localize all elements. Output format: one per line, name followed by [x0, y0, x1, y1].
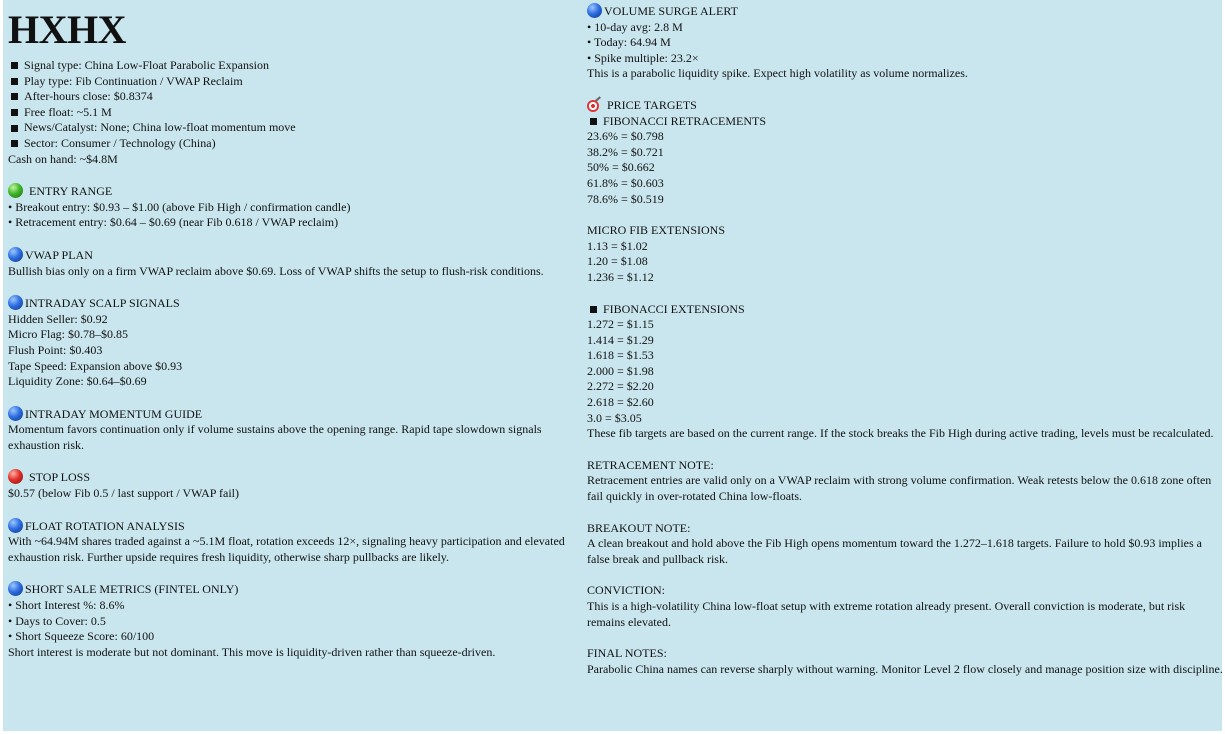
retracement-note-text: Retracement entries are valid only on a VWAP reclaim with strong volume confirmation. Weak retests below the 0.618 zone often fail quickly in over-rotated China low-floats. [587, 473, 1212, 504]
days-to-cover: • Days to Cover: 0.5 [8, 613, 106, 628]
blue-circle-icon [8, 406, 23, 421]
bullet-square-icon [11, 109, 18, 116]
scalp-micro-flag: Micro Flag: $0.78–$0.85 [8, 327, 128, 342]
summary-free-float: Free float: ~5.1 M [8, 105, 578, 121]
blue-circle-icon [8, 295, 23, 310]
volume-10day-avg: • 10-day avg: 2.8 M [587, 19, 683, 34]
bullet-square-icon [590, 306, 597, 313]
extension-level: 1.618 = $1.53 [587, 348, 654, 363]
scalp-flush-point: Flush Point: $0.403 [8, 342, 103, 357]
bullet-square-icon [590, 118, 597, 125]
volume-surge-text: This is a parabolic liquidity spike. Expect high volatility as volume normalizes. [587, 66, 968, 81]
scalp-hidden-seller: Hidden Seller: $0.92 [8, 311, 108, 326]
short-interest: • Short Interest %: 8.6% [8, 598, 125, 613]
volume-today: • Today: 64.94 M [587, 35, 671, 50]
vwap-plan-text: Bullish bias only on a firm VWAP reclaim above $0.69. Loss of VWAP shifts the setup to flush-risk conditions. [8, 263, 544, 278]
blue-circle-icon [587, 3, 602, 18]
report-panel [3, 0, 1222, 731]
scalp-signals-heading: INTRADAY SCALP SIGNALS [8, 295, 578, 312]
vwap-plan-heading: VWAP PLAN [8, 247, 578, 264]
price-targets-heading: PRICE TARGETS [587, 98, 1223, 114]
extension-level: 2.272 = $2.20 [587, 379, 654, 394]
momentum-guide-text: Momentum favors continuation only if volume sustains above the opening range. Rapid tape slowdown signals exhaustion risk. [8, 422, 542, 452]
summary-play-type: Play type: Fib Continuation / VWAP Reclaim [8, 74, 578, 90]
fib-targets-note: These fib targets are based on the current range. If the stock breaks the Fib High during active trading, levels must be recalculated. [587, 426, 1214, 441]
blue-circle-icon [8, 581, 23, 596]
breakout-note-heading: BREAKOUT NOTE: [587, 520, 691, 535]
blue-circle-icon [8, 247, 23, 262]
left-column [8, 0, 578, 660]
short-sale-heading: SHORT SALE METRICS (FINTEL ONLY) [8, 581, 578, 598]
summary-sector: Sector: Consumer / Technology (China) [8, 136, 578, 152]
bullseye-icon [587, 98, 601, 112]
final-notes-text: Parabolic China names can reverse sharply without warning. Monitor Level 2 flow closely and manage position size with discipline. [587, 661, 1223, 676]
stop-loss-heading: STOP LOSS [8, 469, 578, 486]
extension-level: 2.618 = $2.60 [587, 395, 654, 410]
extension-level: 3.0 = $3.05 [587, 410, 642, 425]
bullet-square-icon [11, 140, 18, 147]
right-column [587, 0, 1223, 677]
micro-extension-level: 1.13 = $1.02 [587, 238, 648, 253]
extension-level: 1.272 = $1.15 [587, 317, 654, 332]
retracement-note-heading: RETRACEMENT NOTE: [587, 457, 714, 472]
conviction-heading: CONVICTION: [587, 583, 665, 598]
scalp-liquidity-zone: Liquidity Zone: $0.64–$0.69 [8, 374, 147, 389]
retracement-level: 50% = $0.662 [587, 160, 655, 175]
volume-spike-multiple: • Spike multiple: 23.2× [587, 50, 699, 65]
retracement-level: 61.8% = $0.603 [587, 175, 664, 190]
breakout-note-text: A clean breakout and hold above the Fib High opens momentum toward the 1.272–1.618 targets. Failure to hold $0.93 implies a false break and pullback risk. [587, 536, 1203, 566]
retracement-level: 38.2% = $0.721 [587, 144, 664, 159]
retracement-level: 78.6% = $0.519 [587, 191, 664, 206]
stop-loss-text: $0.57 (below Fib 0.5 / last support / VWAP fail) [8, 486, 239, 501]
final-notes-heading: FINAL NOTES: [587, 646, 667, 661]
fib-extensions-heading: FIBONACCI EXTENSIONS [587, 302, 1223, 318]
bullet-square-icon [11, 78, 18, 85]
summary-after-hours-close: After-hours close: $0.8374 [8, 89, 578, 105]
retracement-level: 23.6% = $0.798 [587, 129, 664, 144]
micro-extension-level: 1.236 = $1.12 [587, 269, 654, 284]
entry-retracement: • Retracement entry: $0.64 – $0.69 (near Fib 0.618 / VWAP reclaim) [8, 215, 339, 230]
blue-circle-icon [8, 518, 23, 533]
fib-retracements-heading: FIBONACCI RETRACEMENTS [587, 114, 1223, 130]
cash-on-hand: Cash on hand: ~$4.8M [8, 151, 118, 166]
micro-extension-level: 1.20 = $1.08 [587, 254, 648, 269]
micro-fib-heading: MICRO FIB EXTENSIONS [587, 223, 726, 238]
entry-breakout: • Breakout entry: $0.93 – $1.00 (above Fib High / confirmation candle) [8, 199, 351, 214]
red-circle-icon [8, 469, 23, 484]
short-sale-text: Short interest is moderate but not dominant. This move is liquidity-driven rather than squeeze-driven. [8, 644, 496, 659]
extension-level: 1.414 = $1.29 [587, 332, 654, 347]
short-squeeze-score: • Short Squeeze Score: 60/100 [8, 629, 155, 644]
extension-level: 2.000 = $1.98 [587, 363, 654, 378]
volume-surge-heading: VOLUME SURGE ALERT [587, 3, 1223, 20]
green-circle-icon [8, 183, 23, 198]
summary-signal-type: Signal type: China Low-Float Parabolic Expansion [8, 58, 578, 74]
ticker-title: HXHX [8, 7, 126, 52]
bullet-square-icon [11, 62, 18, 69]
entry-range-heading: ENTRY RANGE [8, 183, 578, 200]
float-rotation-heading: FLOAT ROTATION ANALYSIS [8, 518, 578, 535]
scalp-tape-speed: Tape Speed: Expansion above $0.93 [8, 358, 183, 373]
momentum-guide-heading: INTRADAY MOMENTUM GUIDE [8, 406, 578, 423]
summary-news-catalyst: News/Catalyst: None; China low-float momentum move [8, 120, 578, 136]
conviction-text: This is a high-volatility China low-float setup with extreme rotation already present. Overall conviction is moderate, but risk remains elevated. [587, 599, 1186, 629]
bullet-square-icon [11, 93, 18, 100]
float-rotation-text: With ~64.94M shares traded against a ~5.1M float, rotation exceeds 12×, signaling heavy participation and elevated exhaustion risk. Further upside requires fresh liquidity, otherwise sharp pullbacks are likely. [8, 534, 565, 564]
bullet-square-icon [11, 125, 18, 132]
